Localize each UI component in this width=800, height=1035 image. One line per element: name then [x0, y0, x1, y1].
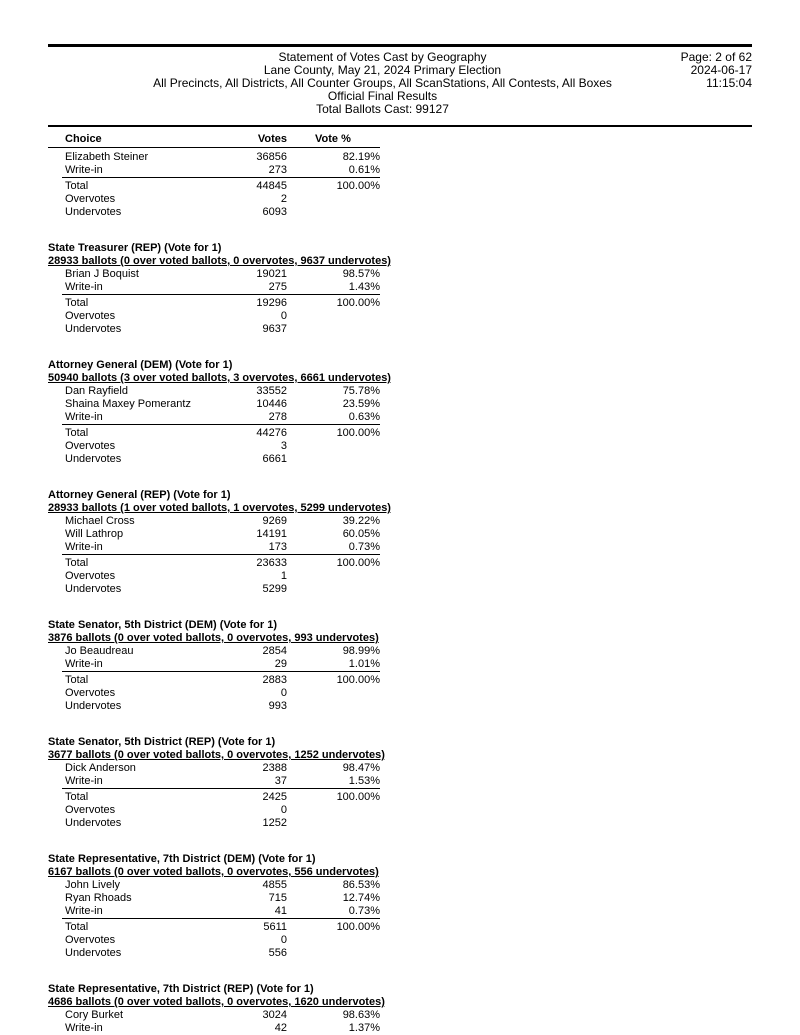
candidate-name: Dan Rayfield [65, 385, 128, 397]
contest-section [48, 619, 752, 713]
candidate-name: Write-in [65, 281, 103, 293]
total-row [62, 672, 380, 687]
totals-group [62, 919, 380, 960]
contest-section [48, 151, 752, 219]
candidate-pct: 98.63% [342, 1009, 380, 1021]
candidate-pct: 75.78% [342, 385, 380, 397]
candidate-name: Shaina Maxey Pomerantz [65, 398, 191, 410]
undervotes-value: 9637 [262, 323, 287, 335]
report-header [48, 47, 752, 125]
undervotes-label: Undervotes [65, 947, 122, 959]
contest-section [48, 853, 752, 960]
undervotes-row [62, 453, 380, 466]
total-votes: 19296 [256, 297, 287, 309]
candidate-pct: 60.05% [342, 528, 380, 540]
total-votes: 5611 [263, 921, 287, 933]
report-scope: All Precincts, All Districts, All Counter Groups, All ScanStations, All Contests, All Boxes [153, 76, 612, 90]
undervotes-pct [287, 323, 380, 336]
candidate-votes: 275 [268, 281, 287, 293]
candidate-name: Write-in [65, 1022, 103, 1034]
candidate-pct: 98.57% [342, 268, 380, 280]
report-title: Statement of Votes Cast by Geography [278, 50, 487, 64]
total-pct: 100.00% [336, 427, 380, 439]
candidate-pct: 39.22% [342, 515, 380, 527]
candidate-votes: 2388 [262, 762, 287, 774]
candidate-name: Cory Burket [65, 1009, 124, 1021]
overvotes-label: Overvotes [65, 570, 116, 582]
overvotes-label: Overvotes [65, 440, 116, 452]
undervotes-row [62, 206, 380, 219]
overvotes-value: 0 [280, 310, 287, 322]
candidate-votes: 42 [274, 1022, 287, 1034]
total-row [62, 425, 380, 440]
contest-title: State Senator, 5th District (DEM) (Vote for 1) [48, 619, 277, 631]
candidate-name: Write-in [65, 905, 103, 917]
overvotes-label: Overvotes [65, 687, 116, 699]
candidate-pct: 0.61% [348, 164, 380, 176]
candidate-pct: 1.01% [348, 658, 380, 670]
candidate-row [62, 385, 380, 398]
overvotes-row [62, 804, 380, 817]
overvotes-row [62, 687, 380, 700]
ballots-summary: 50940 ballots (3 over voted ballots, 3 overvotes, 6661 undervotes) [48, 372, 391, 384]
candidate-pct: 1.37% [348, 1022, 380, 1034]
report-header-right [681, 51, 752, 90]
candidate-rows [62, 151, 380, 178]
contest-section [48, 983, 752, 1035]
overvotes-label: Overvotes [65, 193, 116, 205]
undervotes-pct [287, 453, 380, 466]
total-pct: 100.00% [336, 791, 380, 803]
overvotes-pct [287, 193, 380, 206]
contest-results [62, 385, 380, 466]
report-date: 2024-06-17 [690, 63, 752, 77]
candidate-rows [62, 1009, 380, 1035]
candidate-votes: 4855 [262, 879, 287, 891]
candidate-votes: 278 [268, 411, 287, 423]
candidate-pct: 0.73% [348, 905, 380, 917]
candidate-row [62, 1009, 380, 1022]
overvotes-value: 3 [280, 440, 287, 452]
header-rule [48, 125, 752, 127]
total-ballots-cast: Total Ballots Cast: 99127 [316, 102, 449, 116]
overvotes-value: 0 [280, 804, 287, 816]
undervotes-row [62, 583, 380, 596]
report-status: Official Final Results [327, 89, 438, 103]
overvotes-value: 0 [280, 934, 287, 946]
candidate-votes: 9269 [262, 515, 287, 527]
total-row [62, 789, 380, 804]
candidate-row [62, 541, 380, 554]
overvotes-pct [287, 804, 380, 817]
candidate-votes: 173 [268, 541, 287, 553]
candidate-name: Write-in [65, 658, 103, 670]
candidate-pct: 86.53% [342, 879, 380, 891]
total-label: Total [65, 674, 89, 686]
candidate-row [62, 658, 380, 671]
total-row [62, 295, 380, 310]
overvotes-row [62, 934, 380, 947]
overvotes-pct [287, 934, 380, 947]
candidate-row [62, 515, 380, 528]
contest-title: Attorney General (DEM) (Vote for 1) [48, 359, 233, 371]
total-votes: 2425 [262, 791, 287, 803]
candidate-rows [62, 385, 380, 425]
contest-results [62, 1009, 380, 1035]
candidate-votes: 36856 [256, 151, 287, 163]
ballots-summary: 4686 ballots (0 over voted ballots, 0 overvotes, 1620 undervotes) [48, 996, 385, 1008]
undervotes-value: 1252 [262, 817, 287, 829]
total-votes: 44276 [256, 427, 287, 439]
candidate-votes: 29 [274, 658, 287, 670]
contest-section [48, 242, 752, 336]
report-time: 11:15:04 [706, 76, 752, 90]
candidate-name: Brian J Boquist [65, 268, 139, 280]
contest-title: State Treasurer (REP) (Vote for 1) [48, 242, 222, 254]
undervotes-value: 5299 [262, 583, 287, 595]
overvotes-row [62, 570, 380, 583]
total-label: Total [65, 427, 89, 439]
overvotes-pct [287, 440, 380, 453]
overvotes-value: 2 [280, 193, 287, 205]
candidate-rows [62, 645, 380, 672]
candidate-name: Elizabeth Steiner [65, 151, 149, 163]
candidate-rows [62, 268, 380, 295]
contest-results [62, 879, 380, 960]
undervotes-label: Undervotes [65, 323, 122, 335]
candidate-name: Write-in [65, 775, 103, 787]
candidate-row [62, 879, 380, 892]
undervotes-label: Undervotes [65, 453, 122, 465]
overvotes-label: Overvotes [65, 310, 116, 322]
total-pct: 100.00% [336, 180, 380, 192]
overvotes-label: Overvotes [65, 934, 116, 946]
table-header [48, 133, 380, 148]
contest-section [48, 489, 752, 596]
total-label: Total [65, 791, 89, 803]
contest-results [62, 151, 380, 219]
candidate-pct: 12.74% [342, 892, 380, 904]
contest-title: State Senator, 5th District (REP) (Vote for 1) [48, 736, 276, 748]
candidate-row [62, 762, 380, 775]
report-header-center [48, 51, 752, 116]
overvotes-row [62, 193, 380, 206]
undervotes-row [62, 817, 380, 830]
candidate-rows [62, 879, 380, 919]
total-votes: 2883 [262, 674, 287, 686]
candidate-votes: 14191 [256, 528, 287, 540]
candidate-rows [62, 762, 380, 789]
totals-group [62, 555, 380, 596]
column-header-choice: Choice [65, 133, 102, 145]
contest-results [62, 645, 380, 713]
contest-section [48, 736, 752, 830]
contest-section [48, 359, 752, 466]
total-label: Total [65, 921, 89, 933]
candidate-votes: 273 [268, 164, 287, 176]
candidate-pct: 98.99% [342, 645, 380, 657]
contest-sections [48, 151, 752, 1035]
candidate-row [62, 268, 380, 281]
contest-results [62, 515, 380, 596]
ballots-summary: 3876 ballots (0 over voted ballots, 0 overvotes, 993 undervotes) [48, 632, 379, 644]
undervotes-pct [287, 583, 380, 596]
total-label: Total [65, 557, 89, 569]
candidate-row [62, 645, 380, 658]
undervotes-label: Undervotes [65, 583, 122, 595]
report-page [48, 0, 752, 1035]
undervotes-pct [287, 206, 380, 219]
page-number: Page: 2 of 62 [680, 50, 752, 64]
total-pct: 100.00% [336, 921, 380, 933]
total-row [62, 555, 380, 570]
ballots-summary: 6167 ballots (0 over voted ballots, 0 overvotes, 556 undervotes) [48, 866, 379, 878]
total-pct: 100.00% [336, 297, 380, 309]
candidate-row [62, 398, 380, 411]
candidate-votes: 37 [274, 775, 287, 787]
totals-group [62, 295, 380, 336]
candidate-row [62, 1022, 380, 1035]
undervotes-value: 993 [268, 700, 287, 712]
candidate-votes: 19021 [256, 268, 287, 280]
overvotes-label: Overvotes [65, 804, 116, 816]
candidate-name: Write-in [65, 411, 103, 423]
contest-title: State Representative, 7th District (DEM) (Vote for 1) [48, 853, 316, 865]
column-header-vote-pct: Vote % [315, 133, 351, 145]
undervotes-row [62, 323, 380, 336]
total-votes: 44845 [256, 180, 287, 192]
totals-group [62, 425, 380, 466]
overvotes-pct [287, 687, 380, 700]
report-subtitle: Lane County, May 21, 2024 Primary Election [263, 63, 502, 77]
undervotes-pct [287, 817, 380, 830]
candidate-row [62, 892, 380, 905]
undervotes-pct [287, 700, 380, 713]
candidate-name: Will Lathrop [65, 528, 124, 540]
candidate-row [62, 151, 380, 164]
total-pct: 100.00% [336, 557, 380, 569]
total-votes: 23633 [256, 557, 287, 569]
overvotes-row [62, 310, 380, 323]
total-row [62, 178, 380, 193]
candidate-row [62, 775, 380, 788]
candidate-name: John Lively [65, 879, 121, 891]
ballots-summary: 3677 ballots (0 over voted ballots, 0 overvotes, 1252 undervotes) [48, 749, 385, 761]
overvotes-pct [287, 310, 380, 323]
candidate-votes: 41 [274, 905, 287, 917]
candidate-row [62, 528, 380, 541]
candidate-votes: 2854 [262, 645, 287, 657]
candidate-votes: 10446 [256, 398, 287, 410]
ballots-summary: 28933 ballots (1 over voted ballots, 1 overvotes, 5299 undervotes) [48, 502, 391, 514]
candidate-pct: 98.47% [342, 762, 380, 774]
candidate-pct: 82.19% [342, 151, 380, 163]
total-label: Total [65, 180, 89, 192]
overvotes-row [62, 440, 380, 453]
overvotes-pct [287, 570, 380, 583]
candidate-votes: 33552 [256, 385, 287, 397]
candidate-pct: 0.73% [348, 541, 380, 553]
undervotes-row [62, 947, 380, 960]
undervotes-pct [287, 947, 380, 960]
candidate-name: Write-in [65, 541, 103, 553]
ballots-summary: 28933 ballots (0 over voted ballots, 0 overvotes, 9637 undervotes) [48, 255, 391, 267]
contest-title: Attorney General (REP) (Vote for 1) [48, 489, 231, 501]
candidate-name: Jo Beaudreau [65, 645, 134, 657]
undervotes-value: 6661 [262, 453, 287, 465]
undervotes-value: 6093 [262, 206, 287, 218]
overvotes-value: 1 [280, 570, 287, 582]
candidate-name: Dick Anderson [65, 762, 136, 774]
candidate-pct: 1.43% [348, 281, 380, 293]
undervotes-label: Undervotes [65, 206, 122, 218]
candidate-row [62, 281, 380, 294]
undervotes-label: Undervotes [65, 817, 122, 829]
totals-group [62, 789, 380, 830]
candidate-row [62, 164, 380, 177]
overvotes-value: 0 [280, 687, 287, 699]
undervotes-row [62, 700, 380, 713]
candidate-votes: 715 [268, 892, 287, 904]
total-row [62, 919, 380, 934]
totals-group [62, 672, 380, 713]
contest-title: State Representative, 7th District (REP) (Vote for 1) [48, 983, 314, 995]
contest-results [62, 268, 380, 336]
candidate-row [62, 411, 380, 424]
contest-results [62, 762, 380, 830]
candidate-row [62, 905, 380, 918]
candidate-pct: 0.63% [348, 411, 380, 423]
candidate-pct: 23.59% [342, 398, 380, 410]
candidate-name: Ryan Rhoads [65, 892, 132, 904]
totals-group [62, 178, 380, 219]
candidate-name: Write-in [65, 164, 103, 176]
total-pct: 100.00% [336, 674, 380, 686]
total-label: Total [65, 297, 89, 309]
undervotes-value: 556 [268, 947, 287, 959]
column-header-votes: Votes [257, 133, 287, 145]
candidate-votes: 3024 [262, 1009, 287, 1021]
undervotes-label: Undervotes [65, 700, 122, 712]
candidate-pct: 1.53% [348, 775, 380, 787]
candidate-rows [62, 515, 380, 555]
candidate-name: Michael Cross [65, 515, 135, 527]
